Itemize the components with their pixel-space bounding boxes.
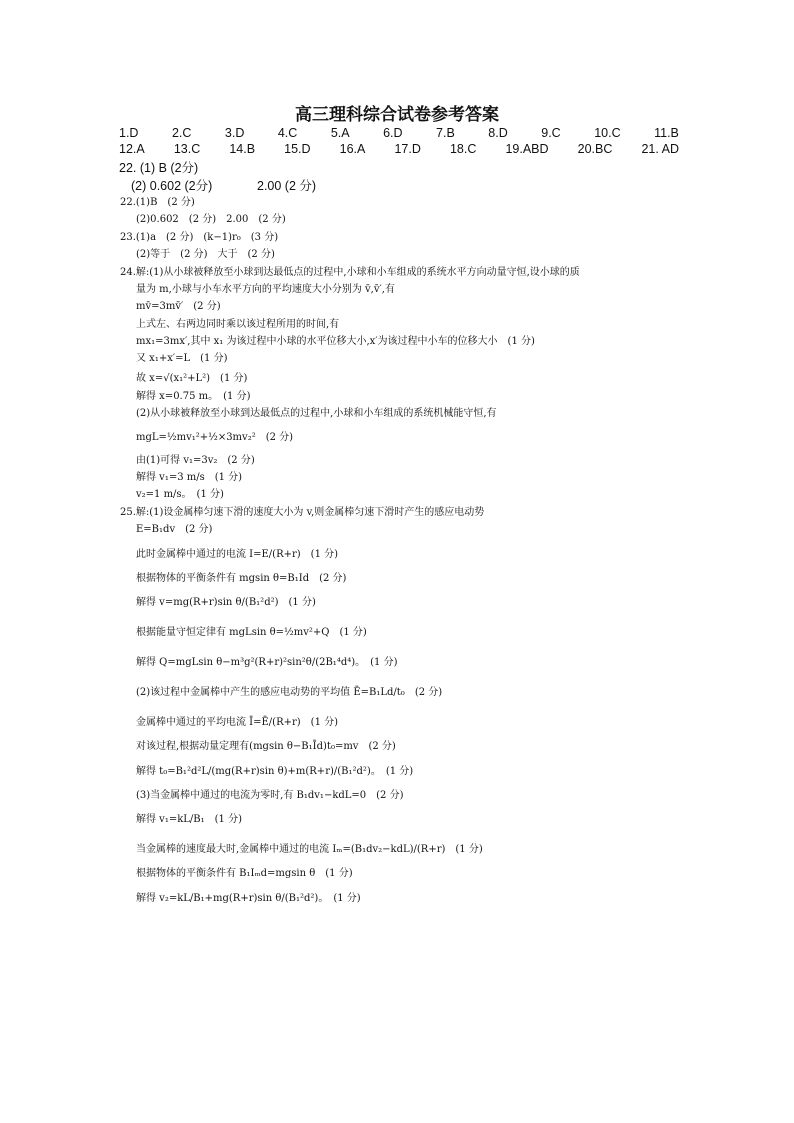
q24-line13: v₂=1 m/s。 (1 分) [136, 489, 224, 500]
answer-item: 9.C [541, 126, 561, 140]
q24-line3: mv̄=3mv̄′ (2 分) [136, 301, 221, 312]
answer-item: 5.A [330, 126, 350, 140]
answer-item: 1.D [119, 126, 139, 140]
answer-item: 2.C [171, 126, 192, 140]
q25-line7: 解得 Q=mgLsin θ−m³g²(R+r)²sin²θ/(2B₁⁴d⁴)。 (1 分) [136, 657, 398, 668]
q24-line7: 故 x=√(x₁²+L²) (1 分) [136, 373, 248, 384]
page-title: 高三理科综合试卷参考答案 [295, 105, 499, 125]
answer-item: 14.B [229, 142, 256, 156]
answer-item: 17.D [394, 142, 421, 156]
answer-item: 10.C [594, 126, 621, 140]
q25-line12: (3)当金属棒中通过的电流为零时,有 B₁dv₁−kdL=0 (2 分) [136, 790, 404, 801]
answer-item: 13.C [173, 142, 201, 156]
q22-big-line2a: (2) 0.602 (2分) [131, 179, 213, 193]
q24-line2: 量为 m,小球与小车水平方向的平均速度大小分别为 v̄,v̄′,有 [136, 284, 395, 295]
answer-item: 15.D [284, 142, 311, 156]
answer-item: 16.A [339, 142, 366, 156]
answer-row-1 [119, 126, 679, 140]
answer-row-2 [119, 142, 679, 156]
q24-line12: 解得 v₁=3 m/s (1 分) [136, 472, 243, 483]
q25-line3: 此时金属棒中通过的电流 I=E/(R+r) (1 分) [136, 549, 339, 560]
q24-line6: 又 x₁+x′=L (1 分) [136, 353, 228, 364]
q25-line5: 解得 v=mg(R+r)sin θ/(B₁²d²) (1 分) [136, 597, 316, 608]
q24-line5: mx₁=3mx′,其中 x₁ 为该过程中小球的水平位移大小,x′为该过程中小车的位移大小 (1 分) [136, 336, 535, 347]
answer-item: 19.ABD [505, 142, 549, 156]
q25-line2: E=B₁dv (2 分) [136, 524, 213, 535]
q25-line13: 解得 v₁=kL/B₁ (1 分) [136, 814, 242, 825]
q24-line9: (2)从小球被释放至小球到达最低点的过程中,小球和小车组成的系统机械能守恒,有 [136, 408, 497, 419]
answer-item: 4.C [277, 126, 298, 140]
answer-item: 6.D [383, 126, 403, 140]
q25-line4: 根据物体的平衡条件有 mgsin θ=B₁Id (2 分) [136, 573, 347, 584]
q25-line14: 当金属棒的速度最大时,金属棒中通过的电流 Iₘ=(B₁dv₂−kdL)/(R+r) (1 分) [136, 844, 483, 855]
answer-item: 12.A [119, 142, 145, 156]
q22-line2: (2)0.602 (2 分) 2.00 (2 分) [136, 214, 286, 225]
q22-line1: 22.(1)B (2 分) [120, 197, 195, 208]
answer-item: 7.B [436, 126, 455, 140]
answer-item: 3.D [224, 126, 245, 140]
answer-item: 21. AD [641, 142, 679, 156]
q25-line15: 根据物体的平衡条件有 B₁Iₘd=mgsin θ (1 分) [136, 868, 353, 879]
q25-line10: 对该过程,根据动量定理有(mgsin θ−B₁Īd)t₀=mv (2 分) [136, 741, 396, 752]
q22-big-line1: 22. (1) B (2分) [119, 161, 199, 175]
q25-line6: 根据能量守恒定律有 mgLsin θ=½mv²+Q (1 分) [136, 627, 367, 638]
q25-line9: 金属棒中通过的平均电流 Ī=Ē/(R+r) (1 分) [136, 717, 339, 728]
q23-line1: 23.(1)a (2 分) (k−1)r₀ (3 分) [120, 232, 279, 243]
q22-big-line2b: 2.00 (2 分) [257, 179, 317, 193]
q25-line16: 解得 v₂=kL/B₁+mg(R+r)sin θ/(B₁²d²)。 (1 分) [136, 893, 361, 904]
q25-line11: 解得 t₀=B₁²d²L/(mg(R+r)sin θ)+m(R+r)/(B₁²d²)。 (1 分) [136, 766, 414, 777]
q24-line1: 24.解:(1)从小球被释放至小球到达最低点的过程中,小球和小车组成的系统水平方向动量守恒,设小球的质 [120, 267, 580, 278]
answer-item: 11.B [654, 126, 679, 140]
q25-line1: 25.解:(1)设金属棒匀速下滑的速度大小为 v,则金属棒匀速下滑时产生的感应电动势 [120, 507, 485, 518]
q24-line8: 解得 x=0.75 m。 (1 分) [136, 391, 251, 402]
answer-item: 8.D [488, 126, 508, 140]
answer-item: 20.BC [577, 142, 613, 156]
q25-line8: (2)该过程中金属棒中产生的感应电动势的平均值 Ē=B₁Ld/t₀ (2 分) [136, 687, 443, 698]
q24-line10: mgL=½mv₁²+½×3mv₂² (2 分) [136, 432, 294, 443]
q24-line4: 上式左、右两边同时乘以该过程所用的时间,有 [136, 319, 340, 330]
q24-line11: 由(1)可得 v₁=3v₂ (2 分) [136, 455, 255, 466]
q23-line2: (2)等于 (2 分) 大于 (2 分) [136, 249, 275, 260]
answer-item: 18.C [449, 142, 477, 156]
